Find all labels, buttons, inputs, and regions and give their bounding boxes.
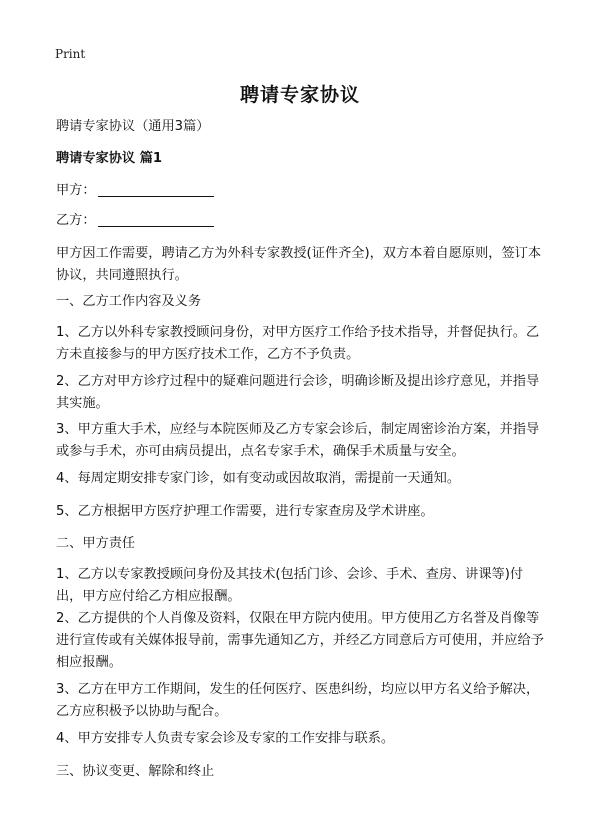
heading-1: 一、乙方工作内容及义务 — [56, 294, 202, 309]
party-a-label: 甲方： — [56, 183, 96, 198]
party-a-field — [56, 180, 556, 202]
heading-3: 三、协议变更、解除和终止 — [56, 764, 215, 779]
clause-1-5: 5、乙方根据甲方医疗护理工作需要，进行专家查房及学术讲座。 — [56, 504, 434, 519]
heading-2: 二、甲方责任 — [56, 536, 136, 551]
clause-1-1: 1、乙方以外科专家教授顾问身份，对甲方医疗工作给予技术指导，并督促执行。乙方未直接参与的甲方医疗技术工作，乙方不予负责。 — [56, 325, 540, 362]
party-b-label: 乙方： — [56, 213, 96, 228]
document-subtitle: 聘请专家协议（通用3篇） — [56, 119, 210, 134]
clause-2-2: 2、乙方提供的个人肖像及资料，仅限在甲方院内使用。甲方使用乙方名誉及肖像等进行宣传或有关媒体报导前，需事先通知乙方，并经乙方同意后方可使用，并应给予相应报酬。 — [56, 611, 544, 670]
party-b-field — [56, 210, 556, 232]
clause-2-4: 4、甲方安排专人负责专家会诊及专家的工作安排与联系。 — [56, 731, 395, 746]
print-link[interactable]: Print — [55, 47, 86, 61]
clause-1-4: 4、每周定期安排专家门诊，如有变动或因故取消，需提前一天通知。 — [56, 471, 461, 486]
intro-paragraph: 甲方因工作需要，聘请乙方为外科专家教授(证件齐全)，双方本着自愿原则，签订本协议，共同遵照执行。 — [56, 246, 542, 283]
party-a-blank — [98, 182, 214, 197]
clause-2-3: 3、乙方在甲方工作期间，发生的任何医疗、医患纠纷，均应以甲方名义给予解决，乙方应积极予以协助与配合。 — [56, 682, 540, 719]
section-title: 聘请专家协议 篇1 — [56, 151, 163, 166]
clause-1-2: 2、乙方对甲方诊疗过程中的疑难问题进行会诊，明确诊断及提出诊疗意见，并指导其实施。 — [56, 374, 540, 411]
clause-1-3: 3、甲方重大手术，应经与本院医师及乙方专家会诊后，制定周密诊治方案，并指导或参与手术，亦可由病员提出，点名专家手术，确保手术质量与安全。 — [56, 422, 540, 459]
clause-2-1: 1、乙方以专家教授顾问身份及其技术(包括门诊、会诊、手术、查房、讲课等)付出，甲方应付给乙方相应报酬。 — [56, 567, 524, 604]
party-b-blank — [98, 212, 214, 227]
document-title: 聘请专家协议 — [239, 84, 360, 106]
